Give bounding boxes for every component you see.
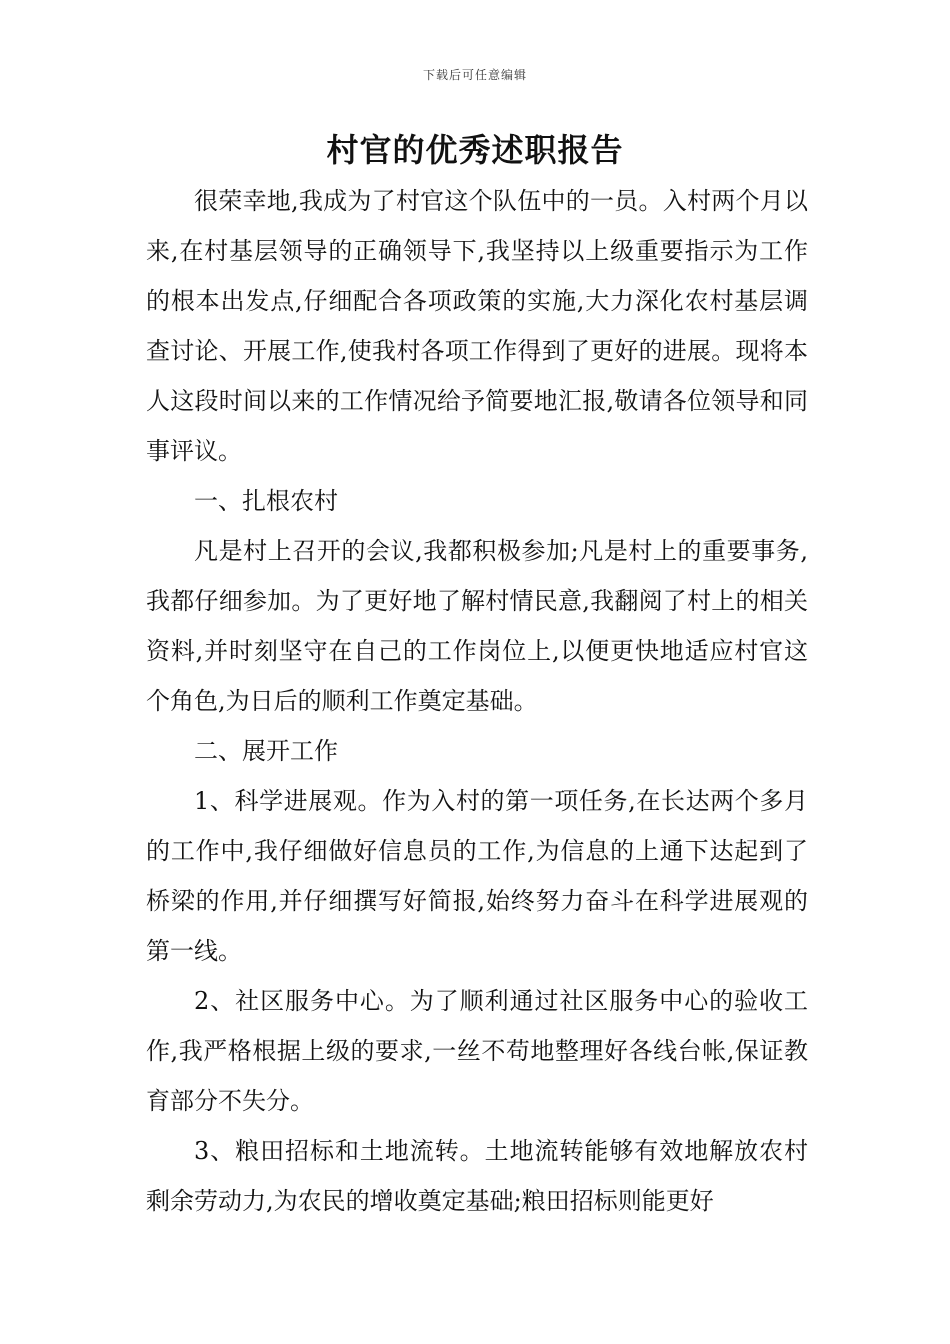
section-heading-2: 二、展开工作	[194, 737, 338, 765]
paragraph-item-1: 1、科学进展观。作为入村的第一项任务,在长达两个多月的工作中,我仔细做好信息员的工作,为信息的上通下达起到了桥梁的作用,并仔细撰写好简报,始终努力奋斗在科学进展观的第一线。	[146, 787, 808, 965]
paragraph-intro: 很荣幸地,我成为了村官这个队伍中的一员。入村两个月以来,在村基层领导的正确领导下,我坚持以上级重要指示为工作的根本出发点,仔细配合各项政策的实施,大力深化农村基层调查讨论、开展工作,使我村各项工作得到了更好的进展。现将本人这段时间以来的工作情况给予简要地汇报,敬请各位领导和同事评议。	[146, 187, 808, 465]
header-note: 下载后可任意编辑	[422, 68, 527, 82]
section-heading-1: 一、扎根农村	[194, 487, 338, 515]
paragraph-item-2: 2、社区服务中心。为了顺利通过社区服务中心的验收工作,我严格根据上级的要求,一丝不苟地整理好各线台帐,保证教育部分不失分。	[146, 987, 808, 1115]
paragraph-item-3: 3、粮田招标和土地流转。土地流转能够有效地解放农村剩余劳动力,为农民的增收奠定基础;粮田招标则能更好	[146, 1137, 808, 1215]
document-title: 村官的优秀述职报告	[326, 131, 624, 169]
paragraph-section-1: 凡是村上召开的会议,我都积极参加;凡是村上的重要事务,我都仔细参加。为了更好地了解村情民意,我翻阅了村上的相关资料,并时刻坚守在自己的工作岗位上,以便更快地适应村官这个角色,为日后的顺利工作奠定基础。	[146, 537, 808, 715]
document-body	[146, 176, 808, 1226]
